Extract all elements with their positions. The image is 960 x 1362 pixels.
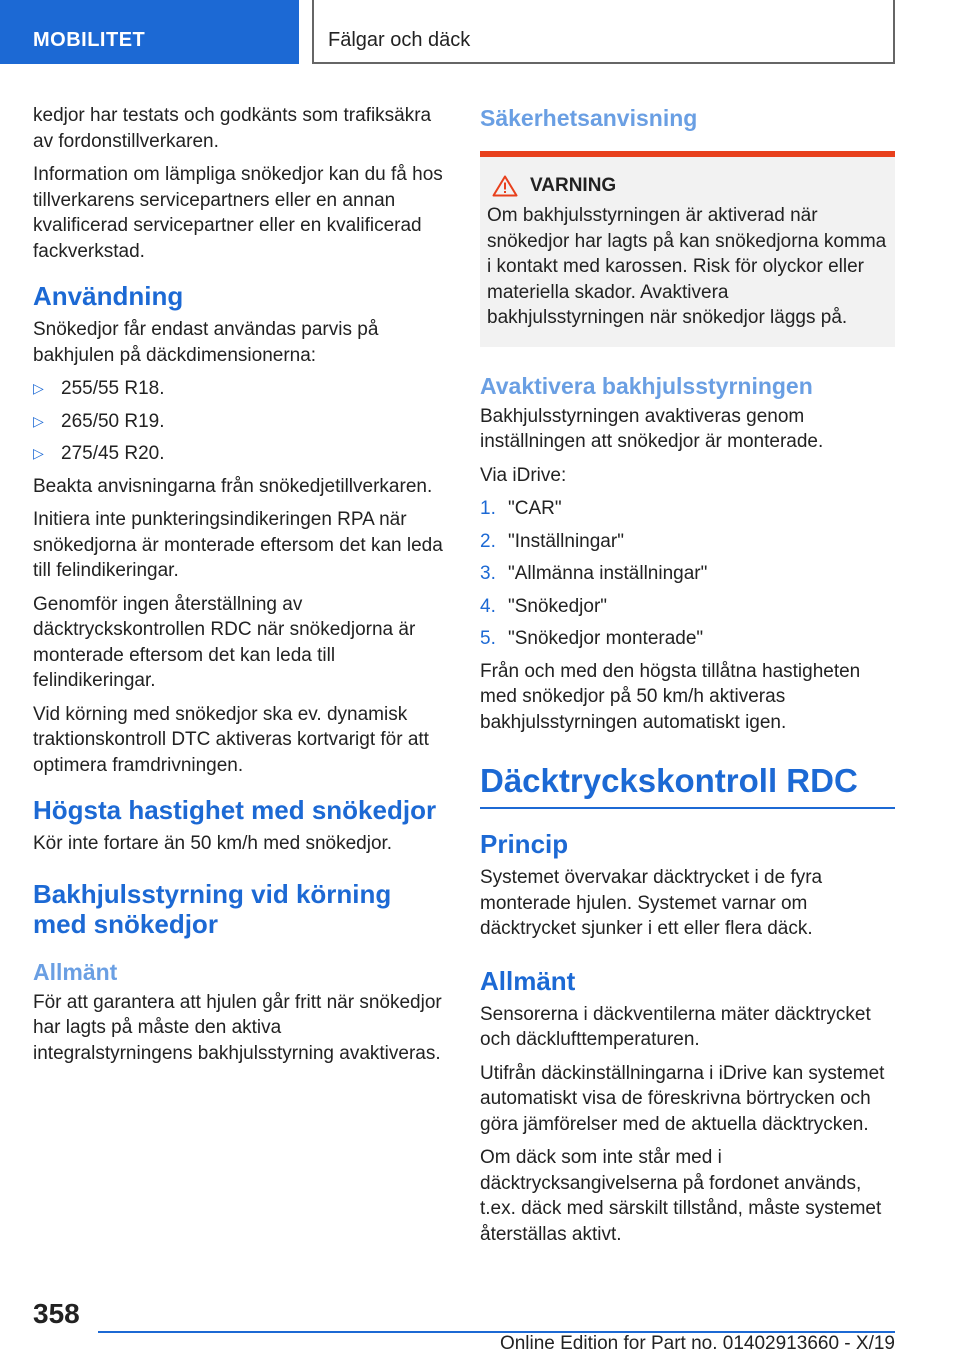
paragraph-reactivation: Från och med den högsta tillåtna hastigheten med snökedjor på 50 km/h aktiveras bakhjulsstyrningen automatiskt igen. bbox=[480, 660, 861, 733]
list-item bbox=[480, 626, 895, 652]
heading-max-speed: Högsta hastighet med snökedjor bbox=[33, 795, 437, 825]
paragraph-sensors: Sensorerna i däckventilerna mäter däcktrycket och däcklufttemperaturen. bbox=[480, 1003, 871, 1050]
step-text: "CAR" bbox=[508, 498, 562, 519]
tire-size-list bbox=[33, 376, 445, 467]
paragraph-certified: kedjor har testats och godkänts som trafiksäkra av fordonstillverkaren. bbox=[33, 105, 432, 152]
warning-box bbox=[480, 157, 895, 347]
footer-edition: Online Edition for Part no. 01402913660 - X/19 bbox=[499, 1333, 895, 1354]
step-text: "Snökedjor monterade" bbox=[508, 628, 704, 649]
paragraph-observe: Beakta anvisningarna från snökedjetillverkaren. bbox=[33, 475, 433, 497]
heading-rear-steering: Bakhjulsstyrning vid körning med snökedjor bbox=[33, 878, 392, 939]
list-item bbox=[480, 496, 895, 522]
list-item bbox=[480, 529, 895, 555]
left-column bbox=[33, 103, 445, 1074]
heading-principle: Princip bbox=[480, 829, 569, 859]
heading-usage: Användning bbox=[33, 281, 184, 311]
header-section-tab bbox=[0, 0, 299, 64]
heading-safety-notice: Säkerhetsanvisning bbox=[480, 105, 698, 131]
paragraph-idrive-pressure: Utifrån däckinställningarna i iDrive kan systemet automatiskt visa de föreskrivna börtrycken och göra jämförelser med de aktuella däcktrycken. bbox=[480, 1062, 885, 1135]
list-item-text: 275/45 R20. bbox=[61, 443, 165, 464]
list-item bbox=[480, 594, 895, 620]
list-item bbox=[33, 409, 445, 435]
triangle-bullet-icon: ▷ bbox=[33, 412, 44, 429]
heading-general-left: Allmänt bbox=[33, 958, 118, 985]
warning-label: VARNING bbox=[530, 175, 617, 196]
heading-deactivate-steering: Avaktivera bakhjulsstyrningen bbox=[480, 372, 813, 399]
header-section-label: MOBILITET bbox=[33, 29, 146, 51]
paragraph-general-left: För att garantera att hjulen går fritt när snökedjor har lagts på måste den aktiva integralstyrningens bakhjulsstyrning avaktiveras. bbox=[33, 991, 442, 1064]
step-number: 1. bbox=[480, 498, 496, 519]
right-column bbox=[480, 103, 895, 1255]
triangle-bullet-icon: ▷ bbox=[33, 380, 44, 396]
paragraph-reset: Om däck som inte står med i däcktrycksangivelserna på fordonet används, t.ex. däck med särskilt tillstånd, måste systemet återställas aktivt. bbox=[480, 1147, 882, 1245]
step-text: "Inställningar" bbox=[508, 530, 624, 552]
header-chapter-tab bbox=[312, 0, 895, 64]
step-number: 5. bbox=[480, 628, 496, 649]
heading-general-right: Allmänt bbox=[480, 965, 576, 996]
list-item-text: 255/55 R18. bbox=[61, 378, 165, 399]
warning-text: Om bakhjulsstyrningen är aktiverad när snökedjor har lagts på kan snökedjorna komma i kontakt med karossen. Risk för olyckor eller materiella skador. Avaktivera bakhjulsstyrningen när snökedjor läggs på. bbox=[487, 205, 887, 328]
list-item bbox=[33, 376, 445, 402]
heading-tire-pressure-monitor: Däcktryckskontroll RDC bbox=[480, 761, 895, 809]
paragraph-deactivate: Bakhjulsstyrningen avaktiveras genom inställningen att snökedjor är monterade. bbox=[480, 405, 824, 452]
step-number: 4. bbox=[480, 595, 496, 617]
step-number: 3. bbox=[480, 563, 496, 584]
paragraph-information: Information om lämpliga snökedjor kan du få hos tillverkarens servicepartners eller en annan kvalificerad servicepartner eller en kvalificerad fackverkstad. bbox=[33, 164, 443, 262]
paragraph-dtc: Vid körning med snökedjor ska ev. dynamisk traktionskontroll DTC aktiveras kortvarigt för att optimera framdrivningen. bbox=[33, 703, 429, 776]
step-number: 2. bbox=[480, 530, 496, 552]
triangle-bullet-icon: ▷ bbox=[33, 445, 44, 461]
paragraph-via-idrive: Via iDrive: bbox=[480, 464, 567, 486]
paragraph-max-speed: Kör inte fortare än 50 km/h med snökedjor. bbox=[33, 833, 393, 854]
paragraph-principle: Systemet övervakar däcktrycket i de fyra monterade hjulen. Systemet varnar om däcktrycket sjunker i ett eller flera däck. bbox=[480, 867, 823, 939]
paragraph-usage: Snökedjor får endast användas parvis på bakhjulen på däckdimensionerna: bbox=[33, 319, 379, 366]
warning-triangle-icon bbox=[492, 175, 518, 197]
idrive-steps-list bbox=[480, 496, 895, 652]
paragraph-rpa: Initiera inte punkteringsindikeringen RPA när snökedjorna är monterade eftersom det kan leda till felindikeringar. bbox=[33, 509, 443, 581]
header-chapter-label: Fälgar och däck bbox=[328, 29, 471, 51]
list-item-text: 265/50 R19. bbox=[61, 410, 165, 432]
paragraph-rdc: Genomför ingen återställning av däcktryckskontrollen RDC när snökedjorna är monterade eftersom det kan leda till felindikeringar. bbox=[33, 593, 416, 691]
warning-header bbox=[487, 175, 888, 197]
step-text: "Allmänna inställningar" bbox=[508, 563, 708, 584]
step-text: "Snökedjor" bbox=[508, 595, 608, 617]
list-item bbox=[480, 561, 895, 587]
list-item bbox=[33, 441, 445, 467]
page-number: 358 bbox=[33, 1298, 80, 1329]
